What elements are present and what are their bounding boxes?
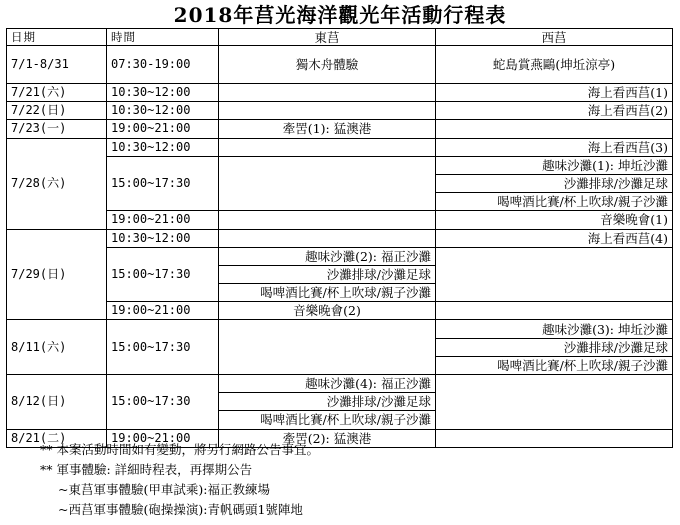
date-cell: 7/22(日) [7, 102, 107, 120]
table-row [7, 320, 673, 338]
time-cell: 10:30~12:00 [107, 138, 219, 156]
table-row [7, 302, 673, 320]
east-activity-line: 沙灘排球/沙灘足球 [219, 393, 436, 411]
east-activity-line: 趣味沙灘(2): 福正沙灘 [219, 247, 436, 265]
note-schedule-change: ** 本案活動時間如有變動，將另行網路公告事宜。 [40, 442, 319, 457]
east-activity-cell: 音樂晚會(2) [219, 302, 436, 320]
east-activity-cell: 牽罟(1): 猛澳港 [219, 120, 436, 138]
table-row [7, 46, 673, 84]
west-activity-cell: 海上看西莒(2) [436, 102, 673, 120]
header-east: 東莒 [219, 29, 436, 46]
note-west-military: ~西莒軍事體驗(砲操操演):青帆碼頭1號陣地 [58, 502, 303, 517]
west-activity-cell [436, 429, 673, 447]
time-cell: 15:00~17:30 [107, 247, 219, 302]
west-activity-line: 趣味沙灘(3): 坤坵沙灘 [436, 320, 673, 338]
note-east-military: ~東莒軍事體驗(甲車試乘):福正教練場 [58, 482, 270, 497]
time-cell: 15:00~17:30 [107, 320, 219, 375]
west-activity-cell [436, 302, 673, 320]
east-activity-cell [219, 84, 436, 102]
note-military-experience: ** 軍事體驗: 詳細時程表，再擇期公告 [40, 462, 253, 477]
west-activity-cell: 海上看西莒(3) [436, 138, 673, 156]
date-cell: 8/11(六) [7, 320, 107, 375]
time-cell: 10:30~12:00 [107, 229, 219, 247]
west-activity-line: 趣味沙灘(1): 坤坵沙灘 [436, 156, 673, 174]
time-cell: 10:30~12:00 [107, 84, 219, 102]
table-row [7, 138, 673, 156]
east-activity-cell [219, 229, 436, 247]
header-west: 西莒 [436, 29, 673, 46]
time-cell: 07:30-19:00 [107, 46, 219, 84]
east-activity-cell [219, 138, 436, 156]
east-activity-cell [219, 156, 436, 211]
west-activity-cell: 蛇島賞燕鷗(坤坵涼亭) [436, 46, 673, 84]
west-activity-cell [436, 120, 673, 138]
west-activity-line: 沙灘排球/沙灘足球 [436, 338, 673, 356]
header-time: 時間 [107, 29, 219, 46]
page-title: 2018年莒光海洋觀光年活動行程表 [173, 3, 507, 27]
table-header-row [7, 29, 673, 46]
west-activity-cell: 海上看西莒(1) [436, 84, 673, 102]
table-row [7, 156, 673, 174]
east-activity-line: 沙灘排球/沙灘足球 [219, 265, 436, 283]
time-cell: 19:00~21:00 [107, 429, 219, 447]
west-activity-cell: 音樂晚會(1) [436, 211, 673, 229]
table-row [7, 84, 673, 102]
east-activity-cell: 獨木舟體驗 [219, 46, 436, 84]
notes-section [40, 440, 319, 520]
header-date: 日期 [7, 29, 107, 46]
west-activity-cell: 海上看西莒(4) [436, 229, 673, 247]
date-cell: 8/12(日) [7, 375, 107, 430]
date-cell: 7/23(一) [7, 120, 107, 138]
west-activity-cell [436, 247, 673, 302]
west-activity-line: 沙灘排球/沙灘足球 [436, 174, 673, 192]
table-row [7, 102, 673, 120]
date-cell: 8/21(二) [7, 429, 107, 447]
west-activity-line: 喝啤酒比賽/杯上吹球/親子沙灘 [436, 193, 673, 211]
time-cell: 19:00~21:00 [107, 302, 219, 320]
east-activity-line: 喝啤酒比賽/杯上吹球/親子沙灘 [219, 284, 436, 302]
date-cell: 7/21(六) [7, 84, 107, 102]
date-cell: 7/28(六) [7, 138, 107, 229]
time-cell: 19:00~21:00 [107, 120, 219, 138]
east-activity-line: 趣味沙灘(4): 福正沙灘 [219, 375, 436, 393]
west-activity-cell [436, 375, 673, 430]
time-cell: 19:00~21:00 [107, 211, 219, 229]
table-row [7, 120, 673, 138]
table-row [7, 375, 673, 393]
east-activity-line: 喝啤酒比賽/杯上吹球/親子沙灘 [219, 411, 436, 429]
table-row [7, 229, 673, 247]
table-row [7, 211, 673, 229]
east-activity-cell [219, 102, 436, 120]
east-activity-cell [219, 320, 436, 375]
table-row [7, 247, 673, 265]
date-cell: 7/29(日) [7, 229, 107, 320]
east-activity-cell: 牽罟(2): 猛澳港 [219, 429, 436, 447]
date-cell: 7/1-8/31 [7, 46, 107, 84]
schedule-table [6, 28, 673, 448]
west-activity-line: 喝啤酒比賽/杯上吹球/親子沙灘 [436, 356, 673, 374]
time-cell: 10:30~12:00 [107, 102, 219, 120]
time-cell: 15:00~17:30 [107, 156, 219, 211]
time-cell: 15:00~17:30 [107, 375, 219, 430]
east-activity-cell [219, 211, 436, 229]
